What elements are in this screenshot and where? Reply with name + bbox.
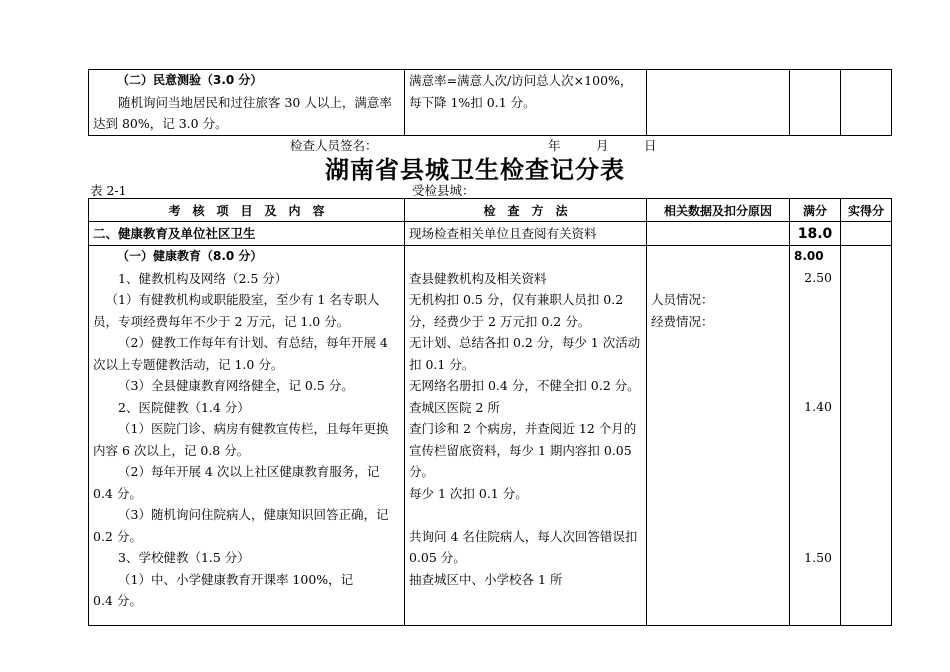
table-number: 表 2-1 xyxy=(90,183,127,198)
health-education-items xyxy=(89,246,405,626)
method-no-plan: 无计划、总结各扣 0.2 分，每少 1 次活动扣 0.1 分。 xyxy=(409,335,641,372)
item-school-education: 3、学校健教（1.5 分） xyxy=(118,550,250,565)
table-header-row xyxy=(89,199,892,222)
method-check-institution: 查县健教机构及相关资料 xyxy=(409,270,547,286)
reason-staff: 人员情况： xyxy=(651,292,714,307)
health-education-actual-cell xyxy=(841,246,892,626)
method-no-institution: 无机构扣 0.5 分，仅有兼职人员扣 0.2 分，经费少于 2 万元扣 0.2 分。 xyxy=(409,292,624,329)
opinion-survey-body: 随机询问当地居民和过往旅客 30 人以上，满意率达到 80%，记 3.0 分。 xyxy=(93,94,392,131)
inspected-county-label: 受检县城： xyxy=(412,183,475,198)
opinion-survey-method-cell xyxy=(405,70,647,136)
header-full-score: 满分 xyxy=(790,199,841,222)
signature-year: 年 xyxy=(548,138,561,153)
opinion-survey-method-line1: 满意率=满意人次/访问总人次×100%， xyxy=(409,73,633,88)
method-check-outpatient: 查门诊和 2 个病房，并查阅近 12 个月的宣传栏留底资料，每少 1 期内容扣 0.05 分。 xyxy=(409,421,637,479)
reason-funding: 经费情况： xyxy=(651,313,714,329)
signature-day: 日 xyxy=(644,138,657,153)
header-method: 检 查 方 法 xyxy=(405,199,647,222)
signature-label: 检查人员签名： xyxy=(290,138,378,153)
section-actual-cell xyxy=(841,222,892,246)
health-education-reasons xyxy=(647,246,790,626)
item-health-education: （一）健康教育（8.0 分） xyxy=(117,249,263,263)
opinion-survey-item-cell xyxy=(89,70,405,136)
method-no-network: 无网络名册扣 0.4 分，不健全扣 0.2 分。 xyxy=(409,378,640,393)
item-institution-network: 1、健教机构及网络（2.5 分） xyxy=(118,270,288,286)
health-education-row xyxy=(89,246,892,626)
signature-month: 月 xyxy=(596,138,609,153)
page-title: 湖南省县城卫生检查记分表 xyxy=(325,156,625,184)
score-hospital-education: 1.40 xyxy=(804,399,832,414)
opinion-survey-full-cell xyxy=(790,70,841,136)
item-community-service: （2）每年开展 4 次以上社区健康教育服务，记 0.4 分。 xyxy=(93,464,380,501)
header-actual-score: 实得分 xyxy=(841,199,892,222)
opinion-survey-reason-cell xyxy=(647,70,790,136)
score-table xyxy=(88,198,892,626)
health-education-methods xyxy=(405,246,647,626)
opinion-survey-method-line2: 每下降 1%扣 0.1 分。 xyxy=(409,94,536,110)
item-school-course-rate: （1）中、小学健康教育开课率 100%，记 0.4 分。 xyxy=(93,571,354,608)
method-ask-patients: 共询问 4 名住院病人，每人次回答错误扣 0.05 分。 xyxy=(409,528,638,565)
section-method: 现场检查相关单位且查阅有关资料 xyxy=(405,222,647,246)
method-missing-activity: 每少 1 次扣 0.1 分。 xyxy=(409,485,528,501)
score-institution-network: 2.50 xyxy=(804,270,832,285)
section-full-score: 18.0 xyxy=(790,222,841,246)
method-check-hospitals: 查城区医院 2 所 xyxy=(409,399,500,415)
item-hospital-board: （1）医院门诊、病房有健教宣传栏，且每年更换内容 6 次以上，记 0.8 分。 xyxy=(93,421,389,458)
opinion-survey-title: （二）民意测验（3.0 分） xyxy=(117,73,263,87)
opinion-survey-actual-cell xyxy=(841,70,892,136)
item-hospital-education: 2、医院健教（1.4 分） xyxy=(118,399,250,415)
score-school-education: 1.50 xyxy=(804,550,832,565)
item-institution-staff: （1）有健教机构或职能股室，至少有 1 名专职人员，专项经费每年不少于 2 万元，记 1.0 分。 xyxy=(93,292,380,329)
method-check-schools: 抽查城区中、小学校各 1 所 xyxy=(409,571,563,587)
section-reason-cell xyxy=(647,222,790,246)
header-item: 考 核 项 目 及 内 容 xyxy=(89,199,405,222)
header-reason: 相关数据及扣分原因 xyxy=(647,199,790,222)
score-health-education: 8.00 xyxy=(794,249,824,263)
previous-table xyxy=(88,69,892,136)
item-patient-inquiry: （3）随机询问住院病人，健康知识回答正确，记 0.2 分。 xyxy=(93,507,389,544)
health-education-scores xyxy=(790,246,841,626)
item-network-complete: （3）全县健康教育网络健全，记 0.5 分。 xyxy=(118,378,354,393)
section-row xyxy=(89,222,892,246)
item-plan-summary: （2）健教工作每年有计划、有总结，每年开展 4 次以上专题健教活动，记 1.0 分。 xyxy=(93,335,388,372)
section-title: 二、健康教育及单位社区卫生 xyxy=(89,222,405,246)
